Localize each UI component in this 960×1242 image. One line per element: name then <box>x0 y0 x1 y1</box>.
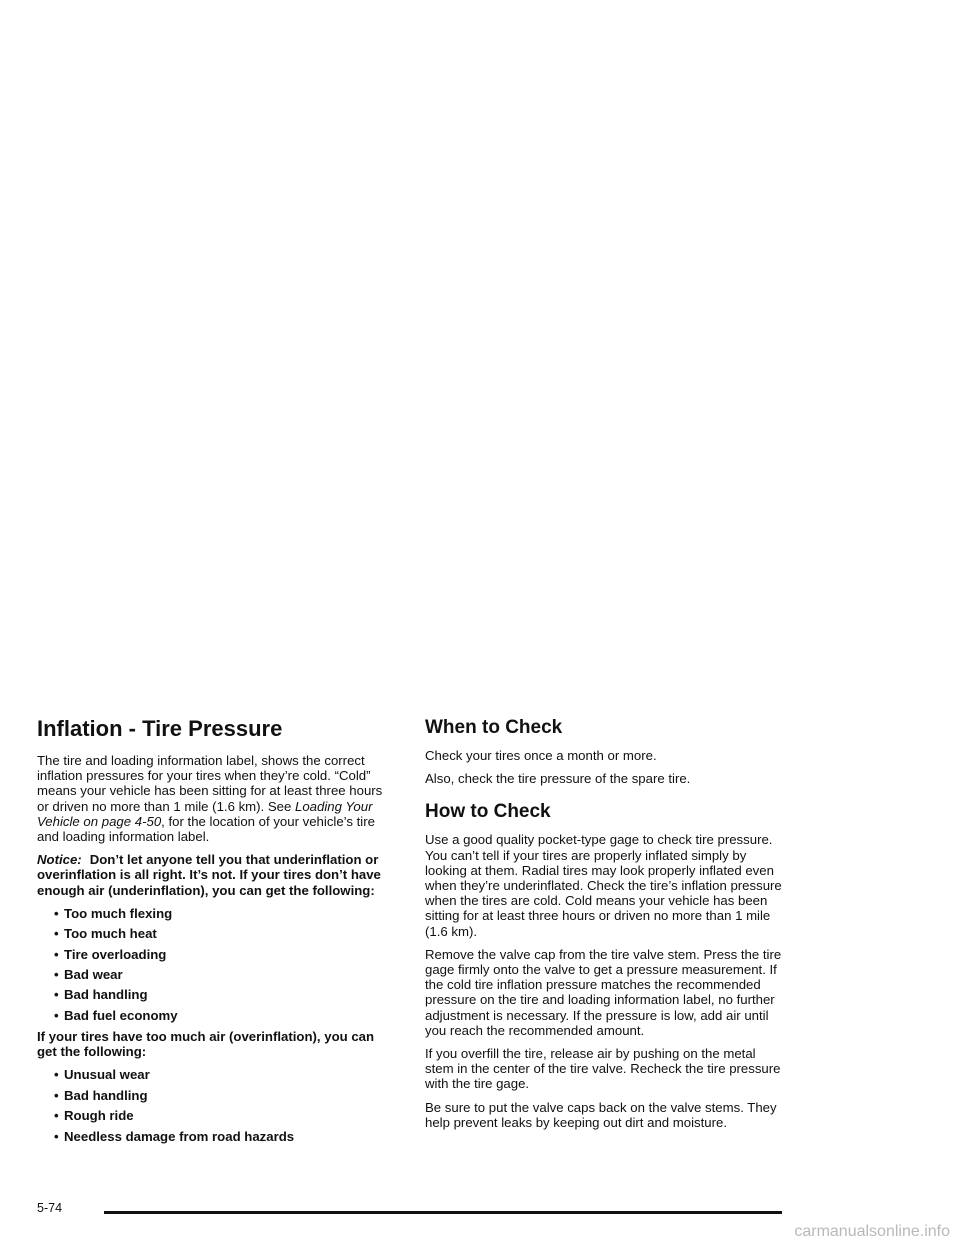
section-title-inflation: Inflation - Tire Pressure <box>37 716 283 741</box>
section-title-when-to-check: When to Check <box>425 717 563 738</box>
notice-paragraph <box>37 852 397 898</box>
bullet-icon: • <box>54 946 59 962</box>
bullet-icon: • <box>54 905 59 921</box>
intro-paragraph <box>37 753 397 844</box>
list-item <box>54 1129 397 1144</box>
cross-reference-link[interactable]: Loading Your Vehicle on page 4-50 <box>37 798 373 829</box>
notice-text: Don’t let anyone tell you that underinflation or overinflation is all right. It’s not. If your tires don’t have enough air (underinflation), you can get the following: <box>37 852 381 898</box>
list-item-text: Bad fuel economy <box>64 1007 178 1023</box>
bullet-icon: • <box>54 1067 59 1083</box>
bullet-icon: • <box>54 1108 59 1124</box>
section-title-how-to-check: How to Check <box>425 801 551 823</box>
list-item <box>54 906 397 921</box>
footer-rule <box>104 1211 782 1214</box>
list-item-text: Too much heat <box>64 926 157 942</box>
list-item <box>54 1108 397 1123</box>
when-paragraph-1: Check your tires once a month or more. <box>425 748 657 763</box>
notice-label: Notice: <box>37 852 82 868</box>
list-item <box>54 1088 397 1103</box>
bullet-icon: • <box>54 967 59 982</box>
underinflation-list <box>37 906 397 1023</box>
overinflation-paragraph: If your tires have too much air (overinflation), you can get the following: <box>37 1028 375 1060</box>
bullet-icon: • <box>54 1087 59 1103</box>
intro-text: The tire and loading information label, shows the correct inflation pressures for your tires when they’re cold. “Cold” means your vehicle has been sitting for at least three hours or driven no more than 1 mile (1.6 km). See <box>37 753 383 814</box>
bullet-icon: • <box>54 1128 59 1144</box>
how-paragraph-3: If you overfill the tire, release air by pushing on the metal stem in the center of the tire valve. Recheck the tire pressure with the tire gage. <box>425 1046 781 1092</box>
list-item-text: Bad handling <box>64 987 148 1003</box>
list-item <box>54 1008 397 1023</box>
list-item <box>54 926 397 941</box>
intro-text-end: , for the location of your vehicle’s tire and loading information label. <box>37 813 375 845</box>
right-column <box>425 716 785 1138</box>
list-item-text: Too much flexing <box>64 905 173 921</box>
how-paragraph-1: Use a good quality pocket-type gage to check tire pressure. You can’t tell if your tires are properly inflated simply by looking at them. Radial tires may look properly inflated even when they’re underinflated. Check the tire’s inflation pressure when the tires are cold. Cold means your vehicle has been sitting for at least three hours or driven no more than 1 mile (1.6 km). <box>425 832 782 939</box>
list-item-text: Unusual wear <box>64 1067 150 1083</box>
when-paragraph-2: Also, check the tire pressure of the spare tire. <box>425 771 691 787</box>
list-item-text: Bad handling <box>64 1087 148 1103</box>
how-paragraph-4: Be sure to put the valve caps back on the valve stems. They help prevent leaks by keeping out dirt and moisture. <box>425 1099 777 1130</box>
list-item <box>54 967 397 982</box>
bullet-icon: • <box>54 1007 59 1023</box>
list-item-text: Bad wear <box>64 967 123 982</box>
list-item-text: Rough ride <box>64 1108 134 1124</box>
bullet-icon: • <box>54 926 59 942</box>
left-column <box>37 716 397 1150</box>
how-paragraph-2: Remove the valve cap from the tire valve stem. Press the tire gage firmly onto the valve to get a pressure measurement. If the cold tire inflation pressure matches the recommended pressure on the tire and loading information label, no further adjustment is necessary. If the pressure is low, add air until you reach the recommended amount. <box>425 946 782 1038</box>
overinflation-list <box>37 1067 397 1143</box>
list-item <box>54 947 397 962</box>
page-number: 5-74 <box>37 1201 63 1215</box>
watermark: carmanualsonline.info <box>794 1223 950 1240</box>
bullet-icon: • <box>54 987 59 1003</box>
list-item-text: Needless damage from road hazards <box>64 1128 295 1144</box>
list-item-text: Tire overloading <box>64 946 167 962</box>
list-item <box>54 987 397 1002</box>
list-item <box>54 1067 397 1082</box>
